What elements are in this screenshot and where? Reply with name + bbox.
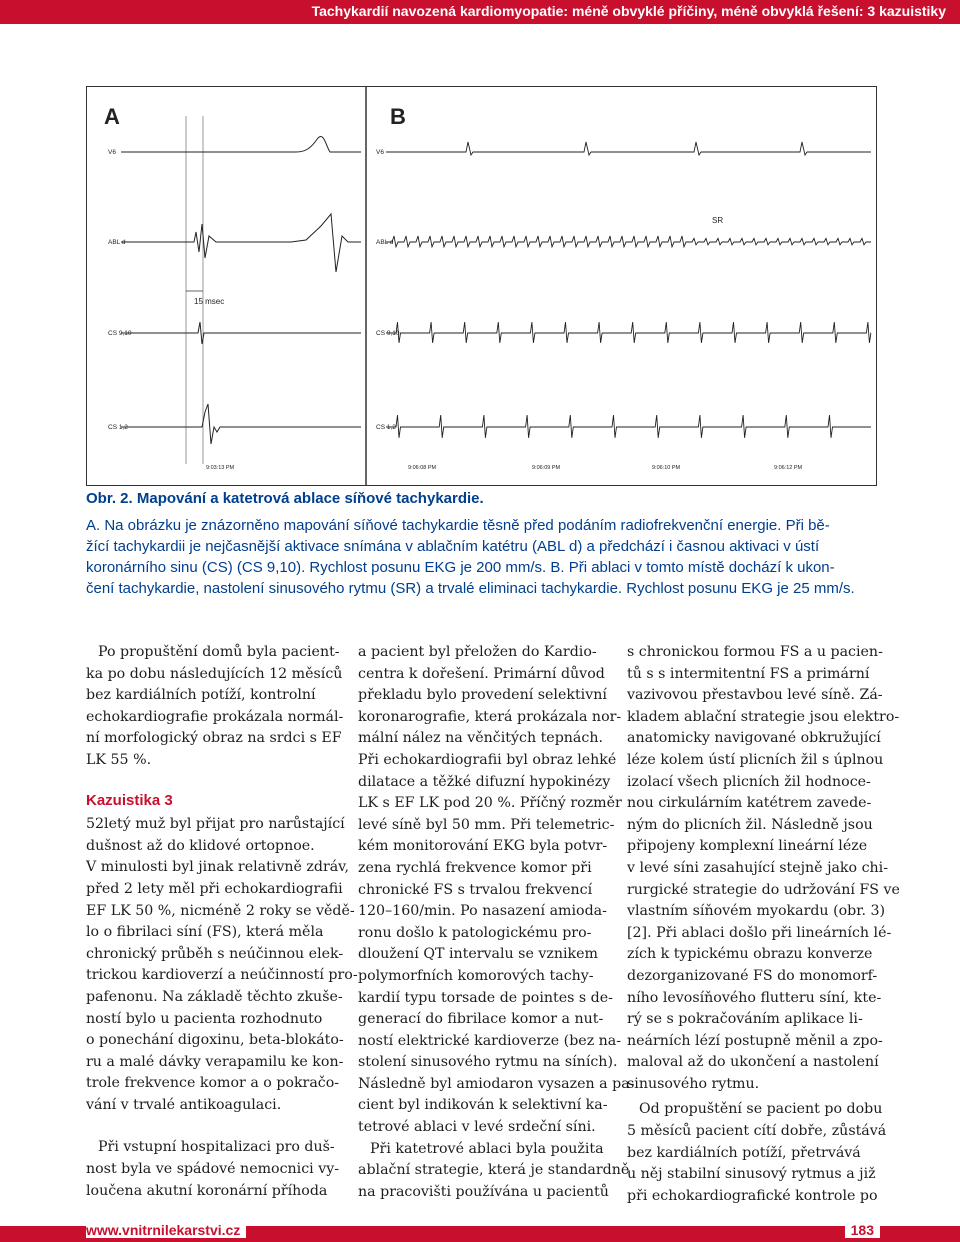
text-line: levé síně byl 50 mm. Při telemetric-	[358, 816, 615, 833]
section-heading: Kazuistika 3	[86, 791, 173, 809]
text-line: ka po dobu následujících 12 měsíců	[86, 665, 343, 682]
panel-b-lead-cs12: CS 1,2	[376, 424, 396, 431]
text-line: ního levosíňového flutteru síní, kte-	[627, 989, 882, 1006]
text-line: koronarografie, která prokázala nor-	[358, 708, 622, 725]
paragraph	[86, 642, 344, 772]
text-line: izolací všech plicních žil hodnoce-	[627, 773, 871, 790]
text-line: chronické FS s trvalou frekvencí	[358, 881, 593, 898]
text-line: bez kardiálních potíží, přetrvává	[627, 1144, 861, 1161]
panel-b-lead-abl: ABL d	[376, 239, 394, 246]
panel-b-lead-v6: V6	[376, 149, 384, 156]
text-line: léze kolem ústí plicních žil s úplnou	[627, 751, 884, 768]
text-line: sinusového rytmu.	[627, 1075, 760, 1092]
paragraph	[86, 1137, 340, 1202]
panel-b-label: B	[390, 104, 406, 129]
text-line: lo o fibrilaci síní (FS), která měla	[86, 924, 324, 941]
text-line: před 2 lety měl při echokardiografii	[86, 880, 343, 897]
text-line: Následně byl amiodaron vysazen a pa-	[358, 1075, 635, 1092]
text-line: dloužení QT intervalu se vznikem	[358, 946, 598, 963]
text-line: pafenonu. Na základě těchto zkuše-	[86, 988, 343, 1005]
text-line: ností bylo u pacienta rozhodnuto	[86, 1010, 323, 1027]
text-line: o ponechání digoxinu, beta-blokáto-	[86, 1032, 344, 1049]
text-column-2	[358, 642, 635, 1203]
text-line: anatomicky navigované obkružující	[627, 730, 881, 747]
panel-b-timestamp-2: 9:06:09 PM	[532, 465, 561, 471]
text-line: ronu došlo k patologickému pro-	[358, 924, 592, 941]
caption-line: čení tachykardie, nastolení sinusového rytmu (SR) a trvalé eliminaci tachykardie. Rychlost posunu EKG je 25 mm/s.	[86, 580, 855, 597]
text-line: nou cirkulárním katétrem zavede-	[627, 795, 872, 812]
interval-label: 15 msec	[194, 297, 225, 306]
ecg-figure-svg	[86, 86, 877, 486]
text-line: ností elektrické kardioverze (bez na-	[358, 1032, 622, 1049]
paragraph	[358, 642, 635, 1139]
text-line: tetrové ablaci v levé srdeční síni.	[358, 1119, 596, 1136]
text-line: v levé síni zasahující stejně jako chi-	[627, 859, 889, 876]
text-line: ru a malé dávky verapamilu ke kon-	[86, 1053, 344, 1070]
text-line: bez kardiálních potíží, kontrolní	[86, 687, 316, 704]
page-number: 183	[845, 1222, 880, 1238]
text-line: při echokardiografické kontrole po	[627, 1187, 878, 1204]
text-line: ablační strategie, která je standardně	[358, 1162, 630, 1179]
text-line: mální nález na věnčitých tepnách.	[358, 730, 603, 747]
text-line: dušnost až do klidové ortopnoe.	[86, 837, 315, 854]
text-line: maloval až do ukončení a nastolení	[627, 1054, 879, 1071]
text-line: rý se s pokračováním aplikace li-	[627, 1011, 863, 1028]
panel-b-lead-cs910: CS 9,10	[376, 330, 400, 337]
caption-line: koronárního sinu (CS) (CS 9,10). Rychlost posunu EKG je 200 mm/s. B. Při ablaci v tomto místě dochází k ukon-	[86, 559, 835, 576]
text-column-3	[627, 642, 900, 1207]
panel-a-lead-v6: V6	[108, 149, 116, 156]
text-line: zích k typickému obrazu konverze	[627, 946, 873, 963]
text-line: Po propuštění domů byla pacient-	[98, 644, 340, 660]
panel-a-lead-cs910: CS 9,10	[108, 330, 132, 337]
text-line: Při vstupní hospitalizaci pro duš-	[98, 1139, 335, 1156]
text-line: Při echokardiografii byl obraz lehké	[358, 751, 617, 768]
text-line: ní morfologický obraz na srdci s EF	[86, 730, 342, 747]
header-bar	[0, 0, 960, 24]
text-line: kém monitorování EKG byla potvr-	[358, 838, 608, 855]
text-line: nost byla ve spádové nemocnici vy-	[86, 1161, 340, 1178]
panel-a-lead-abl: ABL d	[108, 239, 126, 246]
text-line: echokardiografie prokázala normál-	[86, 708, 344, 725]
text-line: kardií typu torsade de pointes s de-	[358, 989, 613, 1006]
paragraph	[627, 1099, 887, 1207]
text-line: vání v trvalé antikoagulaci.	[86, 1096, 282, 1113]
panel-b-timestamp-1: 9:06:08 PM	[408, 465, 437, 471]
text-column-1	[86, 642, 358, 1202]
text-line: 52letý muž byl přijat pro narůstající	[86, 816, 345, 833]
panel-b-timestamp-3: 9:06:10 PM	[652, 465, 681, 471]
text-line: dezorganizované FS do monomorf-	[627, 967, 878, 984]
ecg-figure	[86, 86, 877, 486]
running-title: Tachykardií navozená kardiomyopatie: méně obvyklé příčiny, méně obvyklá řešení: 3 kazuistiky	[311, 3, 946, 19]
text-line: cient byl indikován k selektivní ka-	[358, 1097, 608, 1114]
text-line: Od propuštění se pacient po dobu	[639, 1101, 883, 1118]
text-line: vlastním síňovém myokardu (obr. 3)	[627, 903, 886, 920]
panel-a-label: A	[104, 104, 120, 129]
text-line: na pracovišti používána u pacientů	[358, 1183, 609, 1200]
panel-a-timestamp: 9:03:13 PM	[206, 465, 235, 471]
paragraph	[627, 642, 900, 1095]
sr-label: SR	[712, 216, 724, 225]
text-line: tů s s intermitentní FS a primární	[627, 665, 870, 682]
text-line: LK s EF LK pod 20 %. Příčný rozměr	[358, 795, 622, 812]
text-line: polymorfních komorových tachy-	[358, 967, 594, 984]
text-line: 120–160/min. Po nasazení amioda-	[358, 903, 607, 920]
text-line: dilatace a těžké difuzní hypokinézy	[358, 773, 611, 790]
text-line: překladu bylo provedení selektivní	[358, 687, 607, 704]
text-line: stolení sinusového rytmu na síních).	[358, 1054, 618, 1071]
text-line: a pacient byl přeložen do Kardio-	[358, 644, 597, 660]
panel-a-lead-cs12: CS 1,2	[108, 424, 128, 431]
caption-line: žící tachykardii je nejčasnější aktivace snímána v ablačním katétru (ABL d) a předchází i časnou aktivaci v ústí	[86, 538, 820, 555]
text-line: 5 měsíců pacient cítí dobře, zůstává	[627, 1123, 887, 1140]
figure-caption	[86, 488, 886, 599]
text-line: [2]. Při ablaci došlo při lineárních lé-	[627, 924, 892, 941]
text-line: u něj stabilní sinusový rytmus a již	[627, 1166, 876, 1183]
caption-title: Obr. 2. Mapování a katetrová ablace síňové tachykardie.	[86, 490, 484, 507]
text-line: zena rychlá frekvence komor při	[358, 859, 592, 876]
text-line: chronický průběh s neúčinnou elek-	[86, 945, 344, 962]
text-line: trickou kardioverzí a neúčinností pro-	[86, 967, 358, 984]
text-line: vazivovou přestavbou levé síně. Zá-	[627, 687, 883, 704]
text-line: loučena akutní koronární příhoda	[86, 1182, 328, 1199]
paragraph	[86, 814, 358, 1116]
figure-frame	[87, 87, 877, 486]
text-line: generací do fibrilace komor a nut-	[358, 1011, 604, 1028]
text-line: neárních lézí postupně měnil a zpo-	[627, 1032, 883, 1049]
text-line: s chronickou formou FS a u pacien-	[627, 644, 883, 660]
footer-url[interactable]: www.vnitrnilekarstvi.cz	[86, 1222, 246, 1238]
text-line: V minulosti byl jinak relativně zdráv,	[86, 859, 350, 876]
text-line: ným do plicních žil. Následně jsou	[627, 816, 873, 833]
text-line: trole frekvence komor a o pokračo-	[86, 1075, 340, 1092]
text-line: centra k dořešení. Primární důvod	[358, 665, 605, 682]
text-line: rurgické strategie do udržování FS ve	[627, 881, 900, 898]
text-line: kladem ablační strategie jsou elektro-	[627, 708, 900, 725]
text-line: Při katetrové ablaci byla použita	[370, 1140, 604, 1157]
paragraph	[358, 1139, 630, 1204]
text-line: EF LK 50 %, nicméně 2 roky se vědě-	[86, 902, 355, 919]
text-line: připojeny komplexní lineární léze	[627, 838, 868, 855]
panel-b-timestamp-4: 9:06:12 PM	[774, 465, 803, 471]
caption-line: A. Na obrázku je znázorněno mapování síňové tachykardie těsně před podáním radiofrekvenční energie. Při bě-	[86, 517, 830, 534]
text-line: LK 55 %.	[86, 751, 152, 768]
caption-body	[86, 515, 886, 599]
